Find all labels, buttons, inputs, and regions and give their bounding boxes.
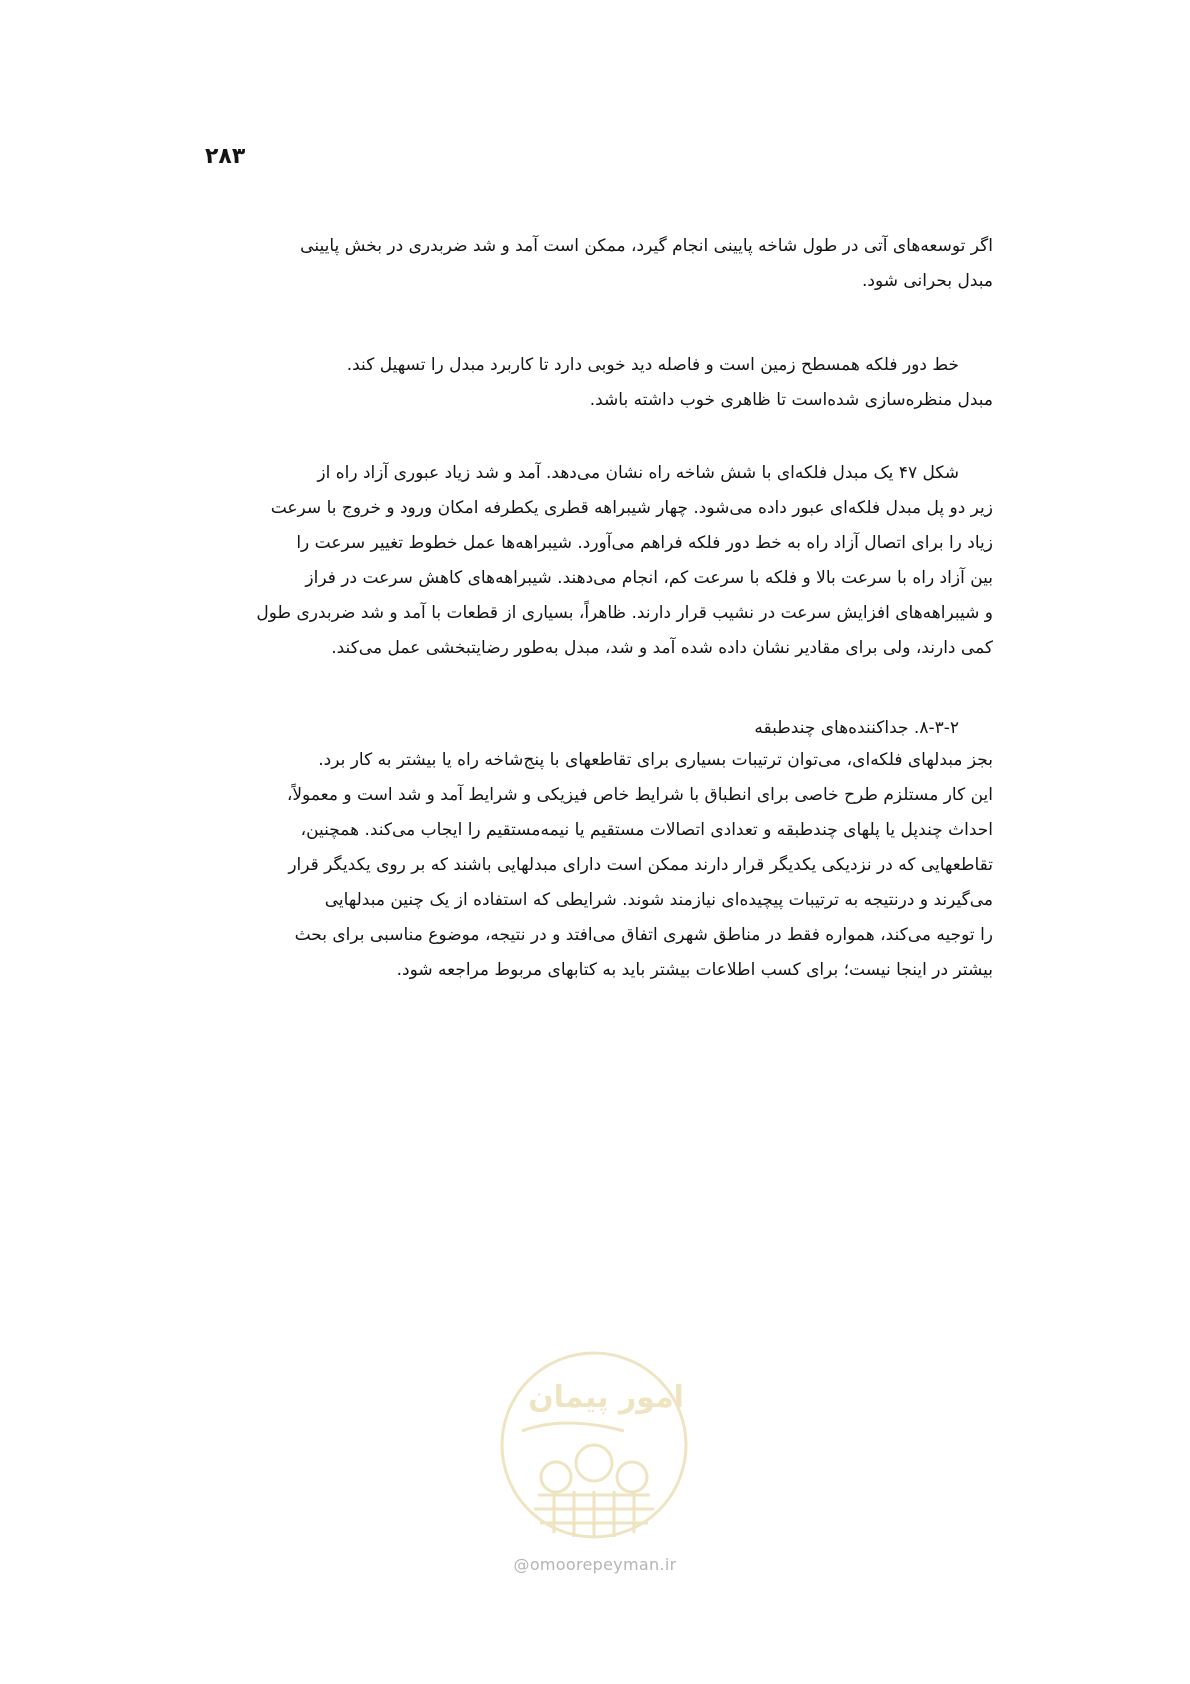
paragraph-line: اگر توسعه‌های آتی در طول شاخه پایینی انجام گیرد، ممکن است آمد و شد ضربدری در بخش پایینی (300, 236, 993, 256)
paragraph-2 (198, 348, 993, 418)
watermark-logo (494, 1345, 694, 1545)
watermark-logo-text: امور پیمان (528, 1380, 684, 1415)
paragraph-line: زیاد را برای اتصال آزاد راه به خط دور فلکه فراهم می‌آورد. شیبراهه‌ها عمل خطوط تغییر سرعت را (296, 533, 993, 553)
gear-icon (617, 1462, 647, 1492)
paragraph-line: شکل ۴۷ یک مبدل فلکه‌ای با شش شاخه راه نشان می‌دهد. آمد و شد زیاد عبوری آزاد راه از (317, 463, 959, 483)
paragraph-line: بین آزاد راه با سرعت بالا و فلکه با سرعت کم، انجام می‌دهند. شیبراهه‌های کاهش سرعت در فراز (305, 568, 993, 588)
page-number: ۲۸۳ (205, 144, 246, 169)
paragraph-line: مبدل بحرانی شود. (861, 271, 993, 291)
paragraph-line: کمی دارند، ولی برای مقادیر نشان داده شده آمد و شد، مبدل به‌طور رضایتبخشی عمل می‌کند. (331, 638, 993, 658)
paragraph-3 (198, 456, 993, 666)
gear-icon (576, 1445, 612, 1481)
gear-icon (541, 1462, 571, 1492)
watermark-caption: @omoorepeyman.ir (513, 1555, 677, 1574)
paragraph-line: بجز مبدلهای فلکه‌ای، می‌توان ترتیبات بسیاری برای تقاطعهای با پنج‌شاخه راه یا بیشتر به کار برد. (318, 750, 993, 770)
paragraph-line: می‌گیرند و درنتیجه به ترتیبات پیچیده‌ای نیازمند شوند. شرایطی که استفاده از یک چنین مبدلهایی (324, 890, 993, 910)
paragraph-line: تقاطعهایی که در نزدیکی یکدیگر قرار دارند ممکن است دارای مبدلهایی باشند که بر روی یکدیگر قرار (288, 855, 993, 875)
paragraph-line: و شیبراهه‌های افزایش سرعت در نشیب قرار دارند. ظاهراً، بسیاری از قطعات با آمد و شد ضربدری طول (256, 603, 993, 623)
paragraph-line: خط دور فلکه همسطح زمین است و فاصله دید خوبی دارد تا کاربرد مبدل را تسهیل کند. (346, 355, 959, 375)
paragraph-line: را توجیه می‌کند، همواره فقط در مناطق شهری اتفاق می‌افتد و در نتیجه، موضوع مناسبی برای بحث (294, 925, 993, 945)
grid-icon (534, 1491, 654, 1537)
paragraph-line: زیر دو پل مبدل فلکه‌ای عبور داده می‌شود. چهار شیبراهه قطری یکطرفه امکان ورود و خروج با سرعت (270, 498, 993, 518)
paragraph-1 (198, 229, 993, 299)
paragraph-line: احداث چندپل یا پلهای چندطبقه و تعدادی اتصالات مستقیم یا نیمه‌مستقیم را ایجاب می‌کند. همچنین، (300, 820, 993, 840)
paragraph-line: بیشتر در اینجا نیست؛ برای کسب اطلاعات بیشتر باید به کتابهای مربوط مراجعه شود. (396, 960, 993, 980)
section-paragraph (198, 743, 993, 988)
paragraph-line: مبدل منظره‌سازی شده‌است تا ظاهری خوب داشته باشد. (589, 390, 993, 410)
section-heading: ۸-۳-۲. جداکننده‌های چندطبقه (754, 718, 959, 738)
paragraph-line: این کار مستلزم طرح خاصی برای انطباق با شرایط خاص فیزیکی و شرایط آمد و شد است و معمولاً، (286, 785, 993, 805)
watermark-swoosh (522, 1423, 624, 1431)
